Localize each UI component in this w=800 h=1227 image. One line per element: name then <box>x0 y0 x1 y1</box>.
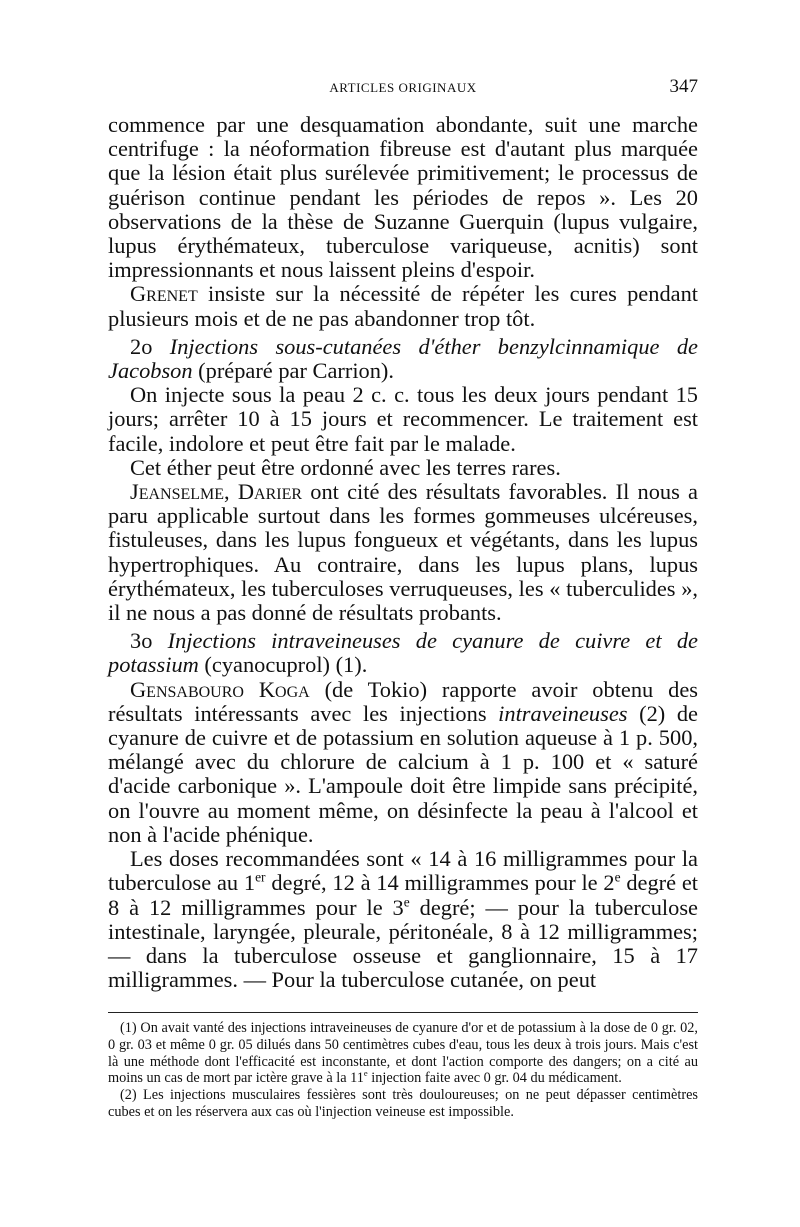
superscript-e-2: e <box>403 894 410 910</box>
paragraph-8-text-a: (de Tokio) rapporte avoir obtenu des résultats intéressants avec les injections <box>108 676 698 726</box>
paragraph-9-part-a: Les doses recommandées sont « 14 à 16 milligrammes pour la tuberculose au 1 <box>108 846 698 896</box>
superscript-e-1: e <box>614 869 621 885</box>
paragraph-2 <box>108 282 698 330</box>
section-3-note: (cyanocuprol) (1). <box>198 652 368 678</box>
section-3-heading <box>108 629 698 677</box>
section-3-number: 3o <box>130 628 168 654</box>
author-koga: Koga <box>258 676 310 702</box>
paragraph-8-italic: intraveineuses <box>498 700 628 726</box>
paragraph-9 <box>108 847 698 992</box>
paragraph-4: On injecte sous la peau 2 c. c. tous les deux jours pendant 15 jours; arrêter 10 à 15 jours et recommencer. Le traitement est facile, indolore et peut être fait par le malade. <box>108 382 698 456</box>
section-3-title: Injections intraveineuses de cyanure de cuivre et de potassium <box>108 628 698 678</box>
paragraph-9-part-b: degré, 12 à 14 milligrammes pour le 2 <box>265 870 615 896</box>
paragraph-6-text: ont cité des résultats favorables. Il nous a paru applicable surtout dans les formes gommeuses ulcéreuses, fistuleuses, dans les lupus fongueux et végétants, dans les lupus hypertrophiques. Au contraire, dans les lupus plans, lupus érythémateux, les tuberculoses verruqueuses, les « tuberculides », il ne nous a pas donné de résultats probants. <box>108 479 698 626</box>
body-text <box>108 113 698 992</box>
section-2-number: 2o <box>130 333 170 359</box>
superscript-er: er <box>255 869 266 885</box>
paragraph-8 <box>108 678 698 847</box>
section-2-title: Injections sous-cutanées d'éther benzylcinnamique de Jacobson <box>108 333 698 384</box>
author-gensabouro: Gensabouro <box>130 676 244 702</box>
footnotes <box>108 1020 698 1121</box>
page-header <box>108 76 698 98</box>
footnote-1-part-a: (1) On avait vanté des injections intraveineuses de cyanure d'or et de potassium à la dose de 0 gr. 02, 0 gr. 03 et même 0 gr. 05 dilués dans 50 centimètres cubes d'eau, tous les deux à trois jours. Mais c'est là une méthode dont l'efficacité est inconstante, et dont l'action comporte des dangers; on a cité au moins un cas de mort par ictère grave à la 11 <box>108 1020 698 1087</box>
running-head: ARTICLES ORIGINAUX <box>329 80 477 95</box>
author-grenet: Grenet <box>130 281 198 307</box>
paragraph-1: commence par une desquamation abondante, suit une marche centrifuge : la néoformation fibreuse est d'autant plus marquée que la lésion était plus surélevée primitivement; le processus de guérison continue pendant les périodes de repos ». Les 20 observations de la thèse de Suzanne Guerquin (lupus vulgaire, lupus érythémateux, tuberculose variqueuse, acnitis) sont impressionnants et nous laissent pleins d'espoir. <box>108 112 698 283</box>
footnote-1-superscript: e <box>363 1068 368 1079</box>
footnote-2: (2) Les injections musculaires fessières sont très douloureuses; on ne peut dépasser centimètres cubes et on les réservera aux cas où l'injection veineuse est impossible. <box>108 1087 698 1120</box>
paragraph-6 <box>108 480 698 625</box>
section-2-heading <box>108 335 698 383</box>
paragraph-9-part-d: degré; — pour la tuberculose intestinale, laryngée, pleurale, péritonéale, 8 à 12 milligrammes; — dans la tuberculose osseuse et ganglionnaire, 15 à 17 milligrammes. — Pour la tuberculose cutanée, on peut <box>108 894 698 993</box>
footnote-rule <box>108 1012 698 1013</box>
paragraph-5: Cet éther peut être ordonné avec les terres rares. <box>130 454 561 480</box>
footnote-1 <box>108 1020 698 1087</box>
paragraph-8-text-b: (2) de cyanure de cuivre et de potassium en solution aqueuse à 1 p. 500, mélangé avec du chlorure de calcium à 1 p. 100 et « saturé d'acide carbonique ». L'ampoule doit être limpide sans précipité, on l'ouvre au moment même, on désinfecte la peau à l'alcool et non à l'acide phénique. <box>108 700 698 847</box>
paragraph-9-part-c: degré et 8 à 12 milligrammes pour le 3 <box>108 870 699 920</box>
author-jeanselme: Jeanselme <box>130 479 225 505</box>
paragraph-2-text: insiste sur la nécessité de répéter les cures pendant plusieurs mois et de ne pas abandonner trop tôt. <box>108 281 698 331</box>
section-2-note: (préparé par Carrion). <box>192 358 394 384</box>
page-number: 347 <box>669 76 698 97</box>
author-separator: , <box>224 479 238 505</box>
author-darier: Darier <box>237 479 303 505</box>
footnote-1-part-b: injection faite avec 0 gr. 04 du médicament. <box>367 1070 622 1087</box>
